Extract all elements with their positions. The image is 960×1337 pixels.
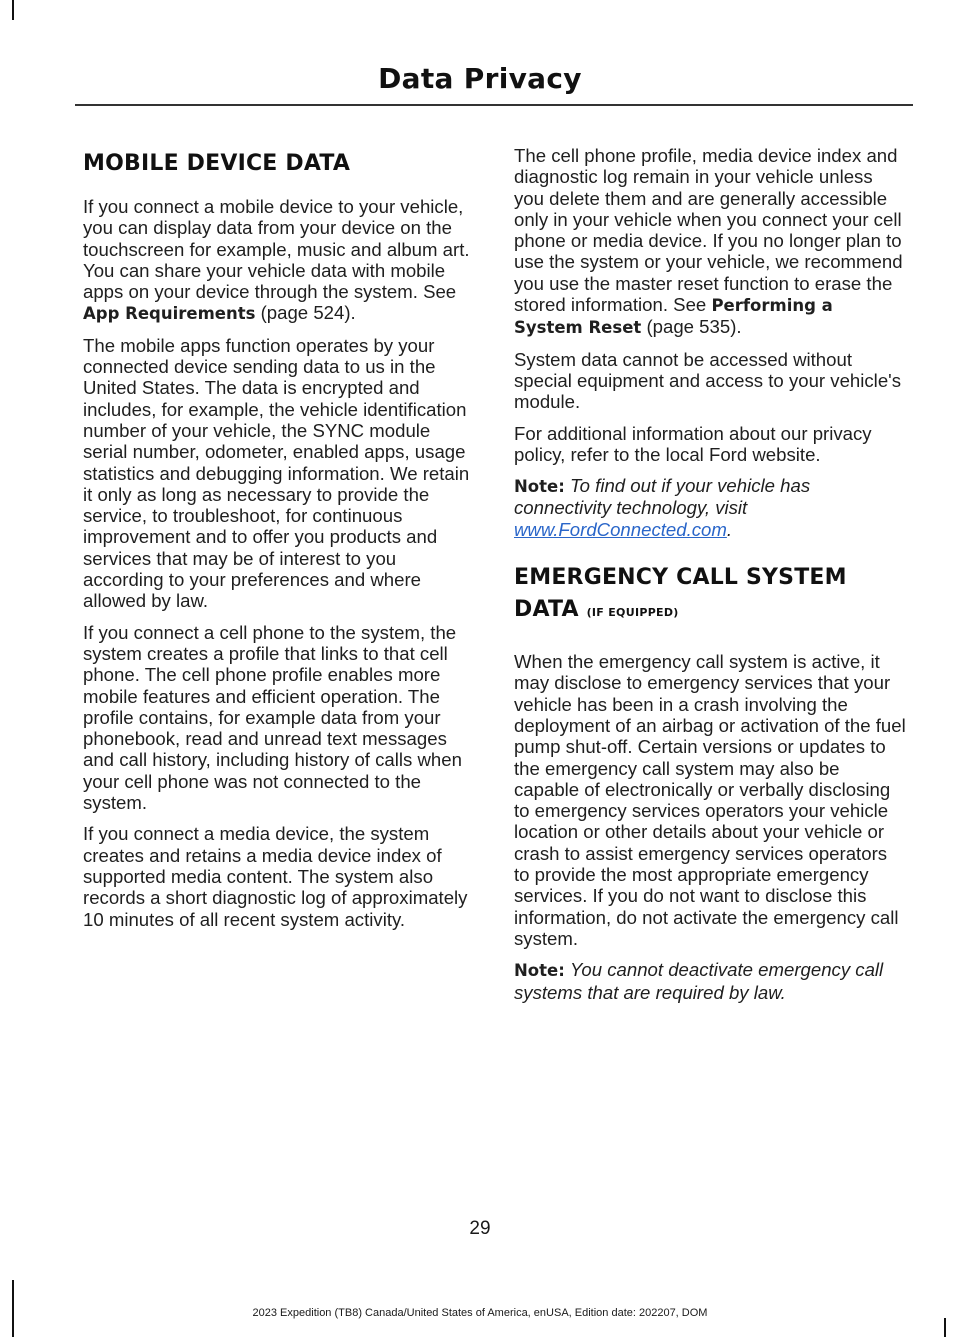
left-column xyxy=(83,145,475,940)
crop-mark-bottom-right xyxy=(944,1318,946,1337)
cross-reference-page: (page 524). xyxy=(260,302,356,324)
paragraph-system-data-access: System data cannot be accessed without special equipment and access to your vehicle's module. xyxy=(514,348,902,413)
paragraph-text: If you connect a mobile device to your vehicle, you can display data from your device on the touchscreen for example, music and album art. You can share your vehicle data with mobile apps on your device through the system. xyxy=(83,196,470,303)
see-label: See xyxy=(673,294,707,316)
heading-line-2: DATA xyxy=(514,597,579,623)
note-text: You cannot deactivate emergency call systems that are required by law. xyxy=(514,959,884,1003)
page-number: 29 xyxy=(469,1218,491,1239)
note-period: . xyxy=(726,518,733,540)
paragraph-text: The cell phone profile, media device index and diagnostic log remain in your vehicle unless you delete them and are generally accessible only in your vehicle when you connect your cell phone or media device. If you no longer plan to use the system or your vehicle, we recommend you use the master reset function to erase the stored information. xyxy=(514,145,903,316)
heading-qualifier: (IF EQUIPPED) xyxy=(586,606,679,620)
cross-reference-performing-system-reset[interactable]: Performing a System Reset xyxy=(514,296,833,338)
section-heading-emergency-call-system-data xyxy=(514,562,906,629)
paragraph-privacy-policy: For additional information about our privacy policy, refer to the local Ford website. xyxy=(514,422,872,465)
paragraph-mobile-apps-function: The mobile apps function operates by your connected device sending data to us in the United States. The data is encrypted and includes, for example, the vehicle identification number of your vehicle, the SYNC module serial number, odometer, enabled apps, usage statistics and debugging information. We retain it only as long as necessary to provide the service, to troubleshoot, for continuous improvement and to offer you products and services that may be of interest to you according to your preferences and where allowed by law. xyxy=(83,334,470,612)
paragraph-mobile-connect xyxy=(83,196,475,325)
header-divider xyxy=(75,104,913,106)
note-label: Note: xyxy=(514,961,565,981)
note-text: To find out if your vehicle has connectivity technology, visit xyxy=(514,475,811,519)
edition-footer: 2023 Expedition (TB8) Canada/United States of America, enUSA, Edition date: 202207, DOM xyxy=(252,1307,708,1319)
crop-mark-top-left xyxy=(12,0,14,20)
page-title: Data Privacy xyxy=(378,62,582,95)
paragraph-profile-retention xyxy=(514,145,906,339)
note-emergency-deactivate xyxy=(514,959,906,1003)
section-heading-mobile-device-data: MOBILE DEVICE DATA xyxy=(83,151,351,176)
paragraph-cell-phone-profile: If you connect a cell phone to the system, the system creates a profile that links to that cell phone. The cell phone profile enables more mobile features and efficient operation. The profile contains, for example data from your phonebook, read and unread text messages and call history, including history of calls when your cell phone was not connected to the system. xyxy=(83,621,462,814)
ford-connected-link[interactable]: www.FordConnected.com xyxy=(514,518,727,540)
see-label: See xyxy=(423,281,457,303)
paragraph-media-device: If you connect a media device, the system creates and retains a media device index of supported media content. The system also records a short diagnostic log of approximately 10 minutes of all recent system activity. xyxy=(83,823,468,930)
cross-reference-app-requirements[interactable]: App Requirements xyxy=(83,304,256,324)
right-column xyxy=(514,145,906,1013)
paragraph-emergency-call-disclosure: When the emergency call system is active, it may disclose to emergency services that your vehicle has been in a crash involving the deployment of an airbag or activation of the fuel pump shut-off. Certain versions or updates to the emergency call system may also be capable of electronically or verbally disclosing to emergency services operators your vehicle location or other details about your vehicle or crash to assist emergency services operators to provide the most appropriate emergency services. If you do not want to disclose this information, do not activate the emergency call system. xyxy=(514,651,906,949)
note-label: Note: xyxy=(514,477,565,497)
heading-line-1: EMERGENCY CALL SYSTEM xyxy=(514,565,847,591)
cross-reference-page: (page 535). xyxy=(646,316,742,338)
note-connectivity xyxy=(514,475,906,540)
